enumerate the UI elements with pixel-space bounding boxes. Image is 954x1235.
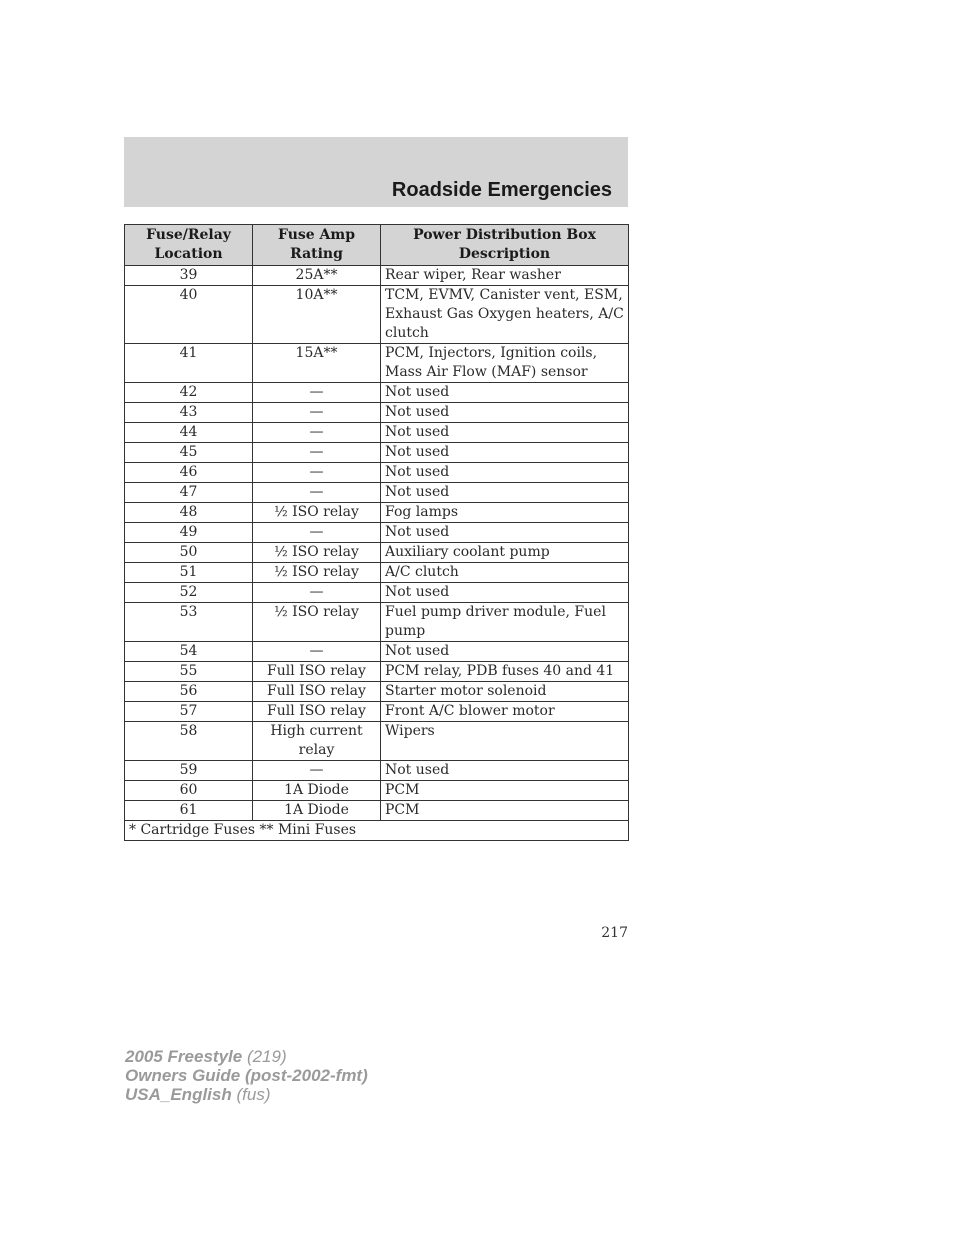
cell-description: Not used (381, 642, 629, 662)
cell-location: 55 (125, 662, 253, 682)
column-header-location: Fuse/Relay Location (125, 225, 253, 266)
cell-location: 56 (125, 682, 253, 702)
footer-line-1 (125, 1047, 368, 1066)
cell-location: 54 (125, 642, 253, 662)
cell-location: 43 (125, 403, 253, 423)
cell-description: Not used (381, 383, 629, 403)
cell-amp-rating: 1A Diode (253, 801, 381, 821)
table-row (125, 443, 629, 463)
cell-amp-rating: ½ ISO relay (253, 503, 381, 523)
cell-amp-rating: — (253, 483, 381, 503)
table-row (125, 344, 629, 383)
cell-description: A/C clutch (381, 563, 629, 583)
cell-location: 57 (125, 702, 253, 722)
table-row (125, 543, 629, 563)
section-header (124, 137, 628, 207)
table-row (125, 583, 629, 603)
table-row (125, 266, 629, 286)
footer-line-3 (125, 1085, 368, 1104)
table-row (125, 503, 629, 523)
table-row (125, 781, 629, 801)
cell-description: Fog lamps (381, 503, 629, 523)
table-footnote-row (125, 821, 629, 841)
cell-location: 48 (125, 503, 253, 523)
cell-amp-rating: ½ ISO relay (253, 603, 381, 642)
cell-location: 39 (125, 266, 253, 286)
cell-description: Not used (381, 583, 629, 603)
cell-description: Not used (381, 483, 629, 503)
cell-description: Not used (381, 423, 629, 443)
cell-location: 52 (125, 583, 253, 603)
cell-amp-rating: 1A Diode (253, 781, 381, 801)
cell-location: 58 (125, 722, 253, 761)
cell-amp-rating: — (253, 761, 381, 781)
cell-amp-rating: — (253, 423, 381, 443)
cell-description: Auxiliary coolant pump (381, 543, 629, 563)
document-footer (125, 1047, 368, 1104)
footer-language: USA_English (125, 1085, 232, 1104)
cell-description: PCM relay, PDB fuses 40 and 41 (381, 662, 629, 682)
table-row (125, 722, 629, 761)
table-row (125, 662, 629, 682)
table-row (125, 563, 629, 583)
cell-location: 41 (125, 344, 253, 383)
table-row (125, 801, 629, 821)
footer-line-2 (125, 1066, 368, 1085)
cell-description: PCM, Injectors, Ignition coils, Mass Air Flow (MAF) sensor (381, 344, 629, 383)
cell-description: Wipers (381, 722, 629, 761)
footer-page-ref: (219) (246, 1047, 287, 1066)
cell-location: 53 (125, 603, 253, 642)
cell-location: 49 (125, 523, 253, 543)
table-row (125, 286, 629, 344)
cell-description: Not used (381, 403, 629, 423)
table-row (125, 403, 629, 423)
cell-description: Fuel pump driver module, Fuel pump (381, 603, 629, 642)
cell-location: 46 (125, 463, 253, 483)
table-row (125, 383, 629, 403)
footer-language-code: (fus) (236, 1085, 271, 1104)
table-row (125, 463, 629, 483)
footer-guide: Owners Guide (post-2002-fmt) (125, 1066, 368, 1085)
cell-location: 60 (125, 781, 253, 801)
table-row (125, 483, 629, 503)
cell-description: TCM, EVMV, Canister vent, ESM, Exhaust Gas Oxygen heaters, A/C clutch (381, 286, 629, 344)
table-header-row (125, 225, 629, 266)
cell-amp-rating: 25A** (253, 266, 381, 286)
cell-amp-rating: High current relay (253, 722, 381, 761)
cell-amp-rating: Full ISO relay (253, 702, 381, 722)
cell-amp-rating: — (253, 523, 381, 543)
cell-location: 40 (125, 286, 253, 344)
table-row (125, 423, 629, 443)
column-header-description: Power Distribution Box Description (381, 225, 629, 266)
cell-description: Rear wiper, Rear washer (381, 266, 629, 286)
cell-description: Front A/C blower motor (381, 702, 629, 722)
cell-amp-rating: — (253, 463, 381, 483)
section-title: Roadside Emergencies (391, 179, 612, 201)
cell-description: Not used (381, 523, 629, 543)
cell-amp-rating: Full ISO relay (253, 682, 381, 702)
cell-description: Not used (381, 761, 629, 781)
column-header-amp-rating: Fuse Amp Rating (253, 225, 381, 266)
cell-location: 42 (125, 383, 253, 403)
fuse-table (124, 224, 629, 841)
cell-amp-rating: — (253, 403, 381, 423)
cell-amp-rating: ½ ISO relay (253, 543, 381, 563)
cell-location: 61 (125, 801, 253, 821)
cell-location: 50 (125, 543, 253, 563)
cell-amp-rating: 15A** (253, 344, 381, 383)
cell-description: Not used (381, 463, 629, 483)
cell-location: 45 (125, 443, 253, 463)
cell-amp-rating: Full ISO relay (253, 662, 381, 682)
cell-location: 47 (125, 483, 253, 503)
footer-model: 2005 Freestyle (125, 1047, 243, 1066)
cell-amp-rating: 10A** (253, 286, 381, 344)
cell-amp-rating: — (253, 443, 381, 463)
table-row (125, 702, 629, 722)
cell-amp-rating: — (253, 583, 381, 603)
cell-description: PCM (381, 781, 629, 801)
table-footnote: * Cartridge Fuses ** Mini Fuses (125, 821, 629, 841)
table-body (125, 266, 629, 821)
table-row (125, 642, 629, 662)
cell-location: 59 (125, 761, 253, 781)
cell-amp-rating: — (253, 642, 381, 662)
table-row (125, 761, 629, 781)
cell-location: 44 (125, 423, 253, 443)
table-row (125, 523, 629, 543)
cell-description: Starter motor solenoid (381, 682, 629, 702)
table-row (125, 603, 629, 642)
page-number: 217 (601, 925, 628, 941)
cell-amp-rating: ½ ISO relay (253, 563, 381, 583)
cell-description: PCM (381, 801, 629, 821)
cell-description: Not used (381, 443, 629, 463)
table-row (125, 682, 629, 702)
cell-location: 51 (125, 563, 253, 583)
cell-amp-rating: — (253, 383, 381, 403)
